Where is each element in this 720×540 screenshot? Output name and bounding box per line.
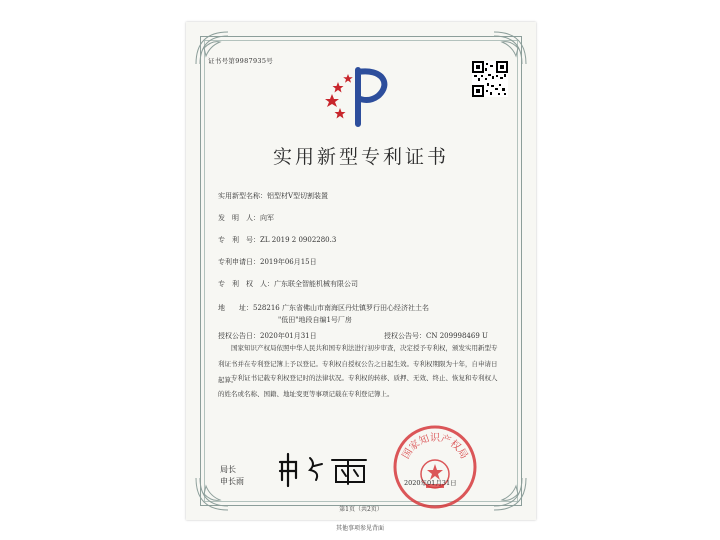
field-label: 发 明 人： <box>218 214 260 222</box>
footer-note: 其他事项参见背面 <box>335 525 384 532</box>
seal-text: 国家知识产权局 <box>400 432 470 462</box>
certificate-title: 实用新型专利证书 <box>272 146 449 168</box>
field-label: 专 利 权 人： <box>218 280 274 288</box>
certificate-number: 证书号第9987935号 <box>208 57 274 65</box>
patent-certificate <box>186 22 536 520</box>
field-value: 授权公告号：CN 209998469 U <box>384 332 488 340</box>
qr-code <box>472 61 508 97</box>
field-row-name <box>218 192 328 200</box>
legal-paragraph-1: 国家知识产权局依照中华人民共和国专利法进行初步审查，决定授予专利权，颁发实用新型专利证书并在专利登记簿上予以登记。专利权自授权公告之日起生效。专利权期限为十年，自申请日起算。 <box>218 344 498 384</box>
director-title: 局长 <box>220 465 236 474</box>
field-value: 向军 <box>260 214 274 222</box>
field-value: ZL 2019 2 0902280.3 <box>260 236 337 244</box>
field-label: 专利申请日： <box>218 258 260 266</box>
field-value: 2020年01月31日 <box>260 332 317 340</box>
official-seal <box>392 424 478 510</box>
field-value: 广东联全智能机械有限公司 <box>274 280 358 288</box>
director-name: 申长雨 <box>220 477 244 486</box>
field-row-patentee <box>218 280 358 288</box>
field-label: 专 利 号： <box>218 236 260 244</box>
field-value: 2019年06月15日 <box>260 258 317 266</box>
field-value: 528216 广东省佛山市南海区丹灶镇罗行田心经济社土名 <box>253 304 429 312</box>
field-value: "低田"地段自编1号厂房 <box>278 316 352 324</box>
field-label: 授权公告日： <box>218 332 260 340</box>
field-value: 铝型材V型切割装置 <box>267 192 329 200</box>
field-row-address-cont <box>278 316 352 324</box>
legal-paragraph-2: 专利证书记载专利权登记时的法律状况。专利权的转移、质押、无效、终止、恢复和专利权人的姓名或名称、国籍、地址变更等事项记载在专利登记簿上。 <box>218 374 498 398</box>
field-label: 地 址： <box>218 304 253 312</box>
field-label: 实用新型名称： <box>218 192 267 200</box>
page-number: 第1页（共2页） <box>339 506 383 513</box>
seal-date: 2020年01月31日 <box>404 479 457 487</box>
director-signature <box>276 450 372 488</box>
cnipa-logo-icon <box>322 64 396 128</box>
field-row-inventor <box>218 214 274 222</box>
field-row-address <box>218 304 429 312</box>
field-row-patent-number <box>218 236 336 244</box>
signature-labels <box>220 464 244 488</box>
field-row-application-date <box>218 258 317 266</box>
